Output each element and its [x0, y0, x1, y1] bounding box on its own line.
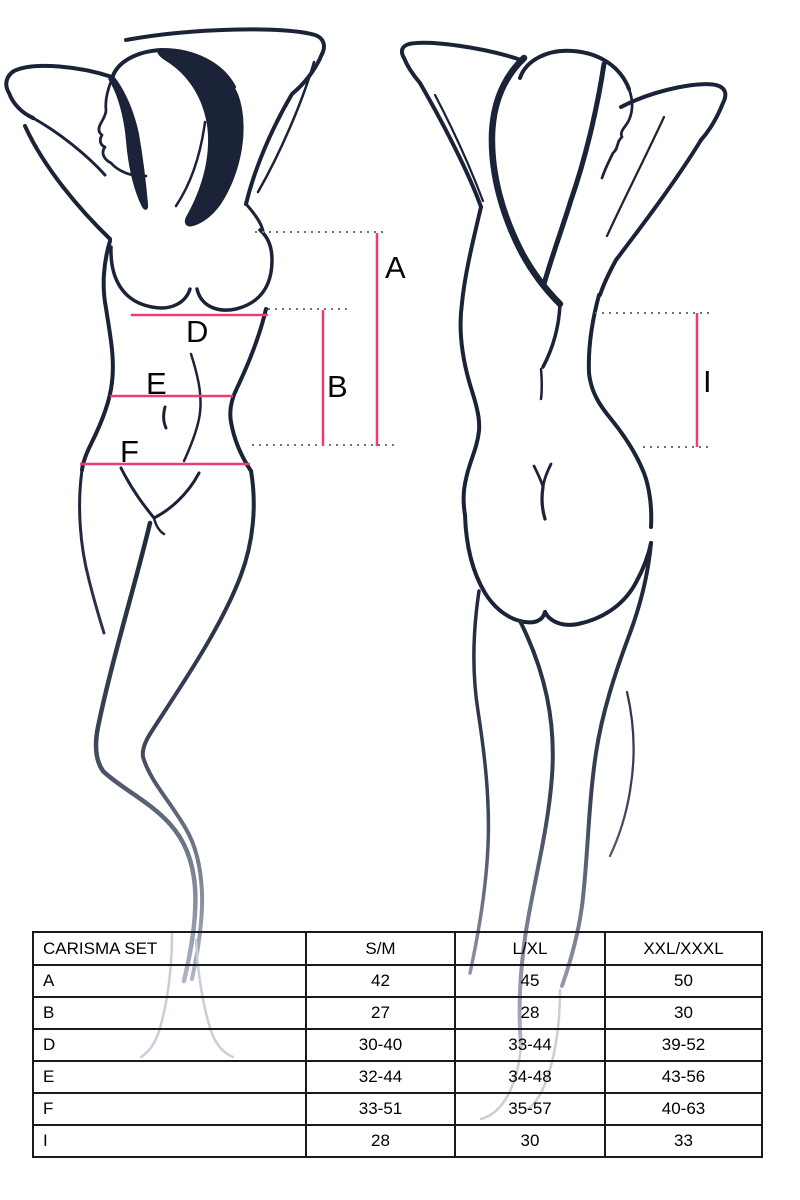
row-label: B [33, 997, 306, 1029]
size-value: 45 [455, 965, 605, 997]
row-label: I [33, 1125, 306, 1157]
size-value: 30 [455, 1125, 605, 1157]
size-value: 50 [605, 965, 762, 997]
row-label: E [33, 1061, 306, 1093]
header-cell: CARISMA SET [33, 932, 306, 965]
label-f: F [120, 434, 139, 469]
label-d: D [186, 314, 209, 349]
size-value: 34-48 [455, 1061, 605, 1093]
size-value: 32-44 [306, 1061, 455, 1093]
table-row [33, 965, 762, 997]
label-a: A [385, 250, 406, 285]
size-value: 28 [306, 1125, 455, 1157]
table-row [33, 997, 762, 1029]
size-value: 35-57 [455, 1093, 605, 1125]
size-value: 30-40 [306, 1029, 455, 1061]
table-header-row [33, 932, 762, 965]
size-value: 42 [306, 965, 455, 997]
label-e: E [146, 366, 167, 401]
front-figure [6, 29, 324, 1057]
size-value: 40-63 [605, 1093, 762, 1125]
size-table-body [33, 932, 762, 1157]
size-value: 33 [605, 1125, 762, 1157]
size-value: 43-56 [605, 1061, 762, 1093]
size-value: 27 [306, 997, 455, 1029]
row-label: D [33, 1029, 306, 1061]
size-value: 39-52 [605, 1029, 762, 1061]
size-value: 33-44 [455, 1029, 605, 1061]
row-label: A [33, 965, 306, 997]
table-row [33, 1061, 762, 1093]
label-i: I [703, 364, 712, 399]
header-cell: XXL/XXXL [605, 932, 762, 965]
size-value: 28 [455, 997, 605, 1029]
header-cell: S/M [306, 932, 455, 965]
size-value: 33-51 [306, 1093, 455, 1125]
table-row [33, 1093, 762, 1125]
row-label: F [33, 1093, 306, 1125]
size-value: 30 [605, 997, 762, 1029]
table-row [33, 1029, 762, 1061]
size-table [32, 931, 763, 1158]
table-row [33, 1125, 762, 1157]
header-cell: L/XL [455, 932, 605, 965]
label-b: B [327, 369, 348, 404]
